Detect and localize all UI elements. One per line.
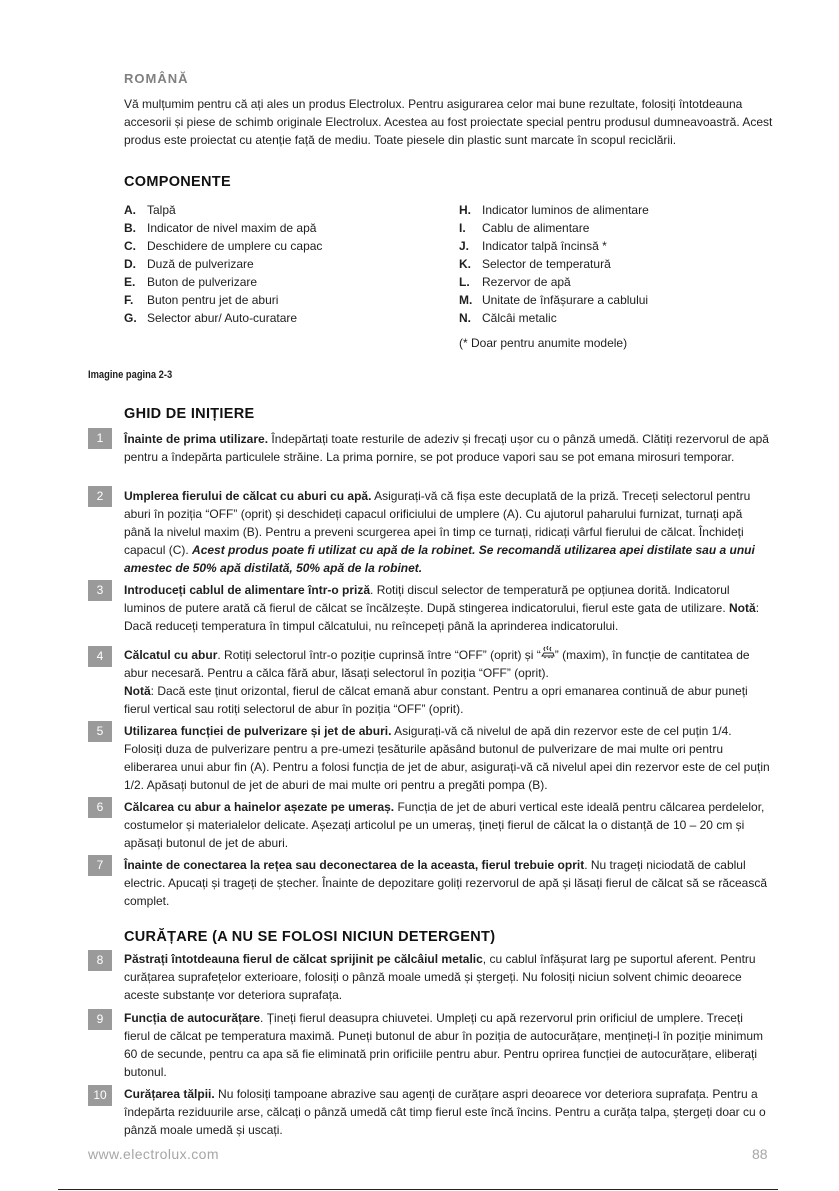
page-number: 88: [752, 1146, 768, 1162]
step-4-text: Călcatul cu abur. Rotiți selectorul într-o poziție cuprinsă între “OFF” (oprit) și “ ” (maxim), în funcție de cantitatea de abur necesară. Pentru a călca fără abur, lăsați selectorul în poziția “OFF” (oprit). Notă: Dacă este ținut orizontal, fierul de călcat emană abur constant. Pentru a opri emanarea continuă de abur puneți fierul vertical sau rotiți selectorul de abur în poziția “OFF” (oprit).: [124, 648, 750, 716]
cleaning-title: CURĂȚARE (A NU SE FOLOSI NICIUN DETERGENT): [124, 929, 496, 945]
component-item: H. Indicator luminos de alimentare: [459, 203, 649, 217]
models-note: (* Doar pentru anumite modele): [459, 336, 628, 350]
step-number-badge: 2: [88, 486, 112, 507]
intro-paragraph: Vă mulțumim pentru că ați ales un produs Electrolux. Pentru asigurarea celor mai bune rezultate, folosiți întotdeauna accesorii și piese de schimb originale Electrolux. Acestea au fost proiectate special pentru produsul dumneavoastră. Acest produs este proiectat cu atenție față de mediu. Toate piesele din plastic sunt marcate în scopul reciclării.: [124, 97, 773, 147]
step-number-badge: 5: [88, 721, 112, 742]
component-item: A. Talpă: [124, 203, 176, 217]
step-9-text: Funcția de autocurățare. Țineți fierul deasupra chiuvetei. Umpleți cu apă rezervorul prin orificiul de umplere. Treceți fierul de călcat pe temperatura maximă. Puneți butonul de abur în poziția de autocurățare, mențineți-l în poziție minimum 60 de secunde, pentru ca apa să fie eliminată prin orificiile pentru abur. Pentru oprirea funcției de autocurățare, eliberați butonul.: [124, 1011, 763, 1079]
step-1-text: Înainte de prima utilizare. Îndepărtați toate resturile de adeziv și frecați ușor cu o pânză umedă. Clătiți rezervorul de apă pentru a îndepărta particulele străine. La prima pornire, se pot produce vapori sau se pot emana mirosuri temporar.: [124, 432, 769, 464]
components-list-left: [124, 201, 444, 327]
step-number-badge: 1: [88, 428, 112, 449]
component-item: I. Cablu de alimentare: [459, 221, 590, 235]
step-number-badge: 10: [88, 1085, 112, 1106]
footer-url: www.electrolux.com: [88, 1146, 219, 1162]
component-item: F. Buton pentru jet de aburi: [124, 293, 279, 307]
component-item: B. Indicator de nivel maxim de apă: [124, 221, 317, 235]
component-item: K. Selector de temperatură: [459, 257, 611, 271]
step-number-badge: 3: [88, 580, 112, 601]
step-3-text: Introduceți cablul de alimentare într-o priză. Rotiți discul selector de temperatură pe opțiunea dorită. Indicatorul luminos de putere arată că fierul de călcat se încălzește. După stingerea indicatorului, fierul este gata de utilizare. Notă: Dacă reduceți temperatura în timpul călcatului, nu reîncepeți până la aprinderea indicatorului.: [124, 583, 760, 633]
component-item: J. Indicator talpă încinsă *: [459, 239, 607, 253]
components-list-right: [459, 201, 779, 327]
step-number-badge: 7: [88, 855, 112, 876]
bottom-rule: [58, 1189, 778, 1190]
step-10-text: Curățarea tălpii. Nu folosiți tampoane abrazive sau agenți de curățare aspri deoarece vor deteriora suprafața. Pentru a îndepărta reziduurile arse, călcați o pânză umedă cât timp fierul este încă încins. Pentru a curăța talpa, ștergeți doar cu o pânză moale umedă și uscați.: [124, 1087, 766, 1137]
component-item: G. Selector abur/ Auto-curatare: [124, 311, 298, 325]
step-number-badge: 6: [88, 797, 112, 818]
step-number-badge: 9: [88, 1009, 112, 1030]
language-heading: ROMÂNĂ: [124, 71, 189, 86]
step-2-text: Umplerea fierului de călcat cu aburi cu apă. Asigurați-vă că fișa este decuplată de la priză. Treceți selectorul pentru aburi în poziția “OFF” (oprit) și deschideți capacul orificiului de umplere (A). Cu ajutorul paharului furnizat, turnați apă până la nivelul maxim (B). Pentru a preveni scurgerea apei în timp ce turnați, ridicați vârful fierului de călcat. Închideți capacul (C). Acest produs poate fi utilizat cu apă de la robinet. Se recomandă utilizarea apei distilate sau a unui amestec de 50% apă distilată, 50% apă de la robinet.: [124, 489, 755, 575]
max-steam-icon: [541, 646, 555, 662]
step-number-badge: 4: [88, 646, 112, 667]
components-title: COMPONENTE: [124, 174, 231, 190]
step-number-badge: 8: [88, 950, 112, 971]
component-item: L. Rezervor de apă: [459, 275, 571, 289]
component-item: D. Duză de pulverizare: [124, 257, 254, 271]
step-8-text: Păstrați întotdeauna fierul de călcat sprijinit pe călcâiul metalic, cu cablul înfășurat larg pe suportul aferent. Pentru curățarea suprafețelor exterioare, folosiți o pânză moale umedă și ștergeți. Nu folosiți niciun solvent chimic deoarece aceste substanțe vor deteriora suprafața.: [124, 952, 756, 1002]
image-reference: Imagine pagina 2-3: [88, 369, 173, 381]
guide-title: GHID DE INIȚIERE: [124, 406, 255, 422]
component-item: E. Buton de pulverizare: [124, 275, 258, 289]
component-item: M. Unitate de înfășurare a cablului: [459, 293, 649, 307]
step-6-text: Călcarea cu abur a hainelor așezate pe umeraș. Funcția de jet de aburi vertical este ideală pentru călcarea perdelelor, costumelor și materialelor delicate. Așezați articolul pe un umeraș, țineți fierul de călcat la o distanță de 10 – 20 cm și apăsați butonul de jet de aburi.: [124, 800, 765, 850]
step-7-text: Înainte de conectarea la rețea sau deconectarea de la aceasta, fierul trebuie oprit. Nu trageți niciodată de cablul electric. Apucați și trageți de ștecher. Înainte de depozitare goliți rezervorul de apă și lăsați fierul de călcat să se răcească complet.: [124, 858, 768, 908]
step-5-text: Utilizarea funcției de pulverizare și jet de aburi. Asigurați-vă că nivelul de apă din rezervor este de cel puțin 1/4. Folosiți duza de pulverizare pentru a pre-umezi țesăturile apăsând butonul de pulverizare de mai multe ori pentru eliberarea unui abur fin (A). Pentru a folosi funcția de jet de abur, asigurați-vă că nivelul apei din rezervor este de cel puțin 1/2. Apăsați butonul de jet de aburi de mai multe ori pentru a pregăti pompa (B).: [124, 724, 770, 792]
component-item: N. Călcâi metalic: [459, 311, 557, 325]
component-item: C. Deschidere de umplere cu capac: [124, 239, 323, 253]
